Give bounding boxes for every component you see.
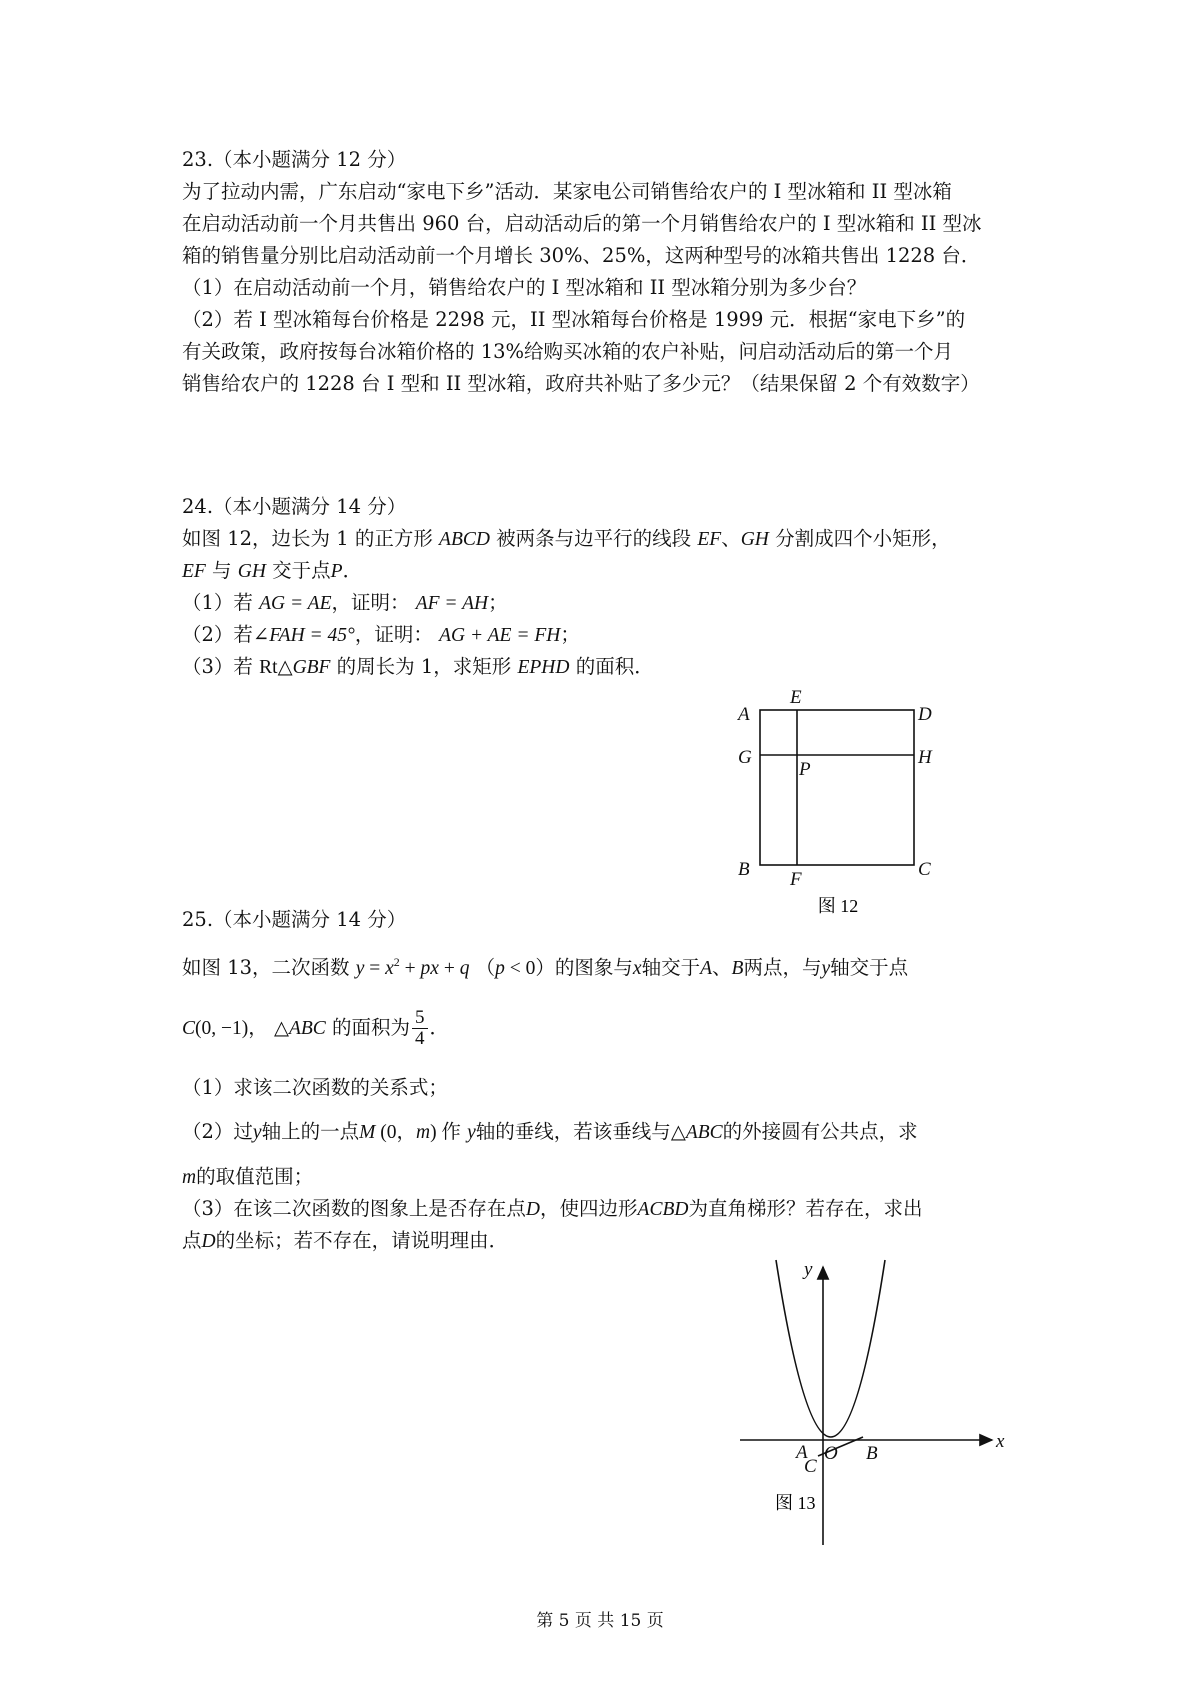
parabola xyxy=(776,1260,885,1437)
label-c: C xyxy=(918,859,931,880)
label-a: A xyxy=(796,1442,808,1463)
figure-12 xyxy=(700,675,960,935)
label-o: O xyxy=(824,1443,838,1464)
q25-header: 25.（本小题满分 14 分） xyxy=(182,908,407,931)
label-x: x xyxy=(996,1431,1005,1452)
figure-13 xyxy=(720,1255,1020,1575)
q24-line-1: 如图 12，边长为 1 的正方形 ABCD 被两条与边平行的线段 EF、GH 分割成四个小矩形， xyxy=(182,527,951,550)
label-p: P xyxy=(799,759,811,780)
label-b: B xyxy=(866,1443,878,1464)
q23-line-3: 箱的销售量分别比启动活动前一个月增长 30%、25%，这两种型号的冰箱共售出 1228 台． xyxy=(182,244,981,267)
q25-line-2: C(0, −1)， △ABC 的面积为 $\frac{5}{4}$ ． xyxy=(182,1007,450,1049)
q25-part-2: （2）过y轴上的一点M (0，m) 作 y轴的垂线，若该垂线与△ABC的外接圆有公共点，求 xyxy=(182,1120,918,1143)
q23-line-1: 为了拉动内需，广东启动“家电下乡”活动．某家电公司销售给农户的 I 型冰箱和 II 型冰箱 xyxy=(182,180,952,203)
q25-line-1: 如图 13，二次函数 $y = x^2$ + px + q （p < 0）的图象与x轴交于A、B两点，与y轴交于点 xyxy=(182,955,909,979)
square-abcd xyxy=(760,710,914,865)
q24-part-2: （2）若∠FAH = 45°，证明： AG + AE = FH； xyxy=(182,623,580,646)
q25-line-7: 点D的坐标；若不存在，请说明理由． xyxy=(182,1229,509,1252)
label-g: G xyxy=(738,747,752,768)
label-y: y xyxy=(804,1259,813,1280)
label-e: E xyxy=(790,687,802,708)
page-footer: 第 5 页 共 15 页 xyxy=(536,1611,664,1631)
q25-part-1: （1）求该二次函数的关系式； xyxy=(182,1076,448,1099)
label-h: H xyxy=(918,747,932,768)
label-a: A xyxy=(738,704,750,725)
q23-part-1: （1）在启动活动前一个月，销售给农户的 I 型冰箱和 II 型冰箱分别为多少台？ xyxy=(182,276,867,299)
q24-header: 24.（本小题满分 14 分） xyxy=(182,495,407,518)
q24-part-3: （3）若 Rt△GBF 的周长为 1，求矩形 EPHD 的面积． xyxy=(182,655,654,678)
label-f: F xyxy=(790,869,802,890)
q23-line-7: 销售给农户的 1228 台 I 型和 II 型冰箱，政府共补贴了多少元？（结果保留 2 个有效数字） xyxy=(182,372,980,395)
q24-line-2: EF 与 GH 交于点P． xyxy=(182,559,363,582)
q23-part-2: （2）若 I 型冰箱每台价格是 2298 元，II 型冰箱每台价格是 1999 元．根据“家电下乡”的 xyxy=(182,308,966,331)
q25-part-3: （3）在该二次函数的图象上是否存在点D，使四边形ACBD为直角梯形？若存在，求出 xyxy=(182,1197,923,1220)
q23-line-6: 有关政策，政府按每台冰箱价格的 13%给购买冰箱的农户补贴，问启动活动后的第一个月 xyxy=(182,340,954,363)
label-c: C xyxy=(804,1456,817,1477)
figure-13-caption: 图 13 xyxy=(775,1493,816,1513)
fraction-five-quarters: $\frac{5}{4}$ xyxy=(412,1008,428,1049)
label-d: D xyxy=(918,704,932,725)
label-b: B xyxy=(738,859,750,880)
q25-line-5: m的取值范围； xyxy=(182,1165,314,1188)
q24-part-1: （1）若 AG = AE，证明： AF = AH； xyxy=(182,591,508,614)
q23-line-2: 在启动活动前一个月共售出 960 台，启动活动后的第一个月销售给农户的 I 型冰箱和 II 型冰 xyxy=(182,212,982,235)
q23-header: 23.（本小题满分 12 分） xyxy=(182,148,407,171)
figure-12-caption: 图 12 xyxy=(817,896,859,916)
